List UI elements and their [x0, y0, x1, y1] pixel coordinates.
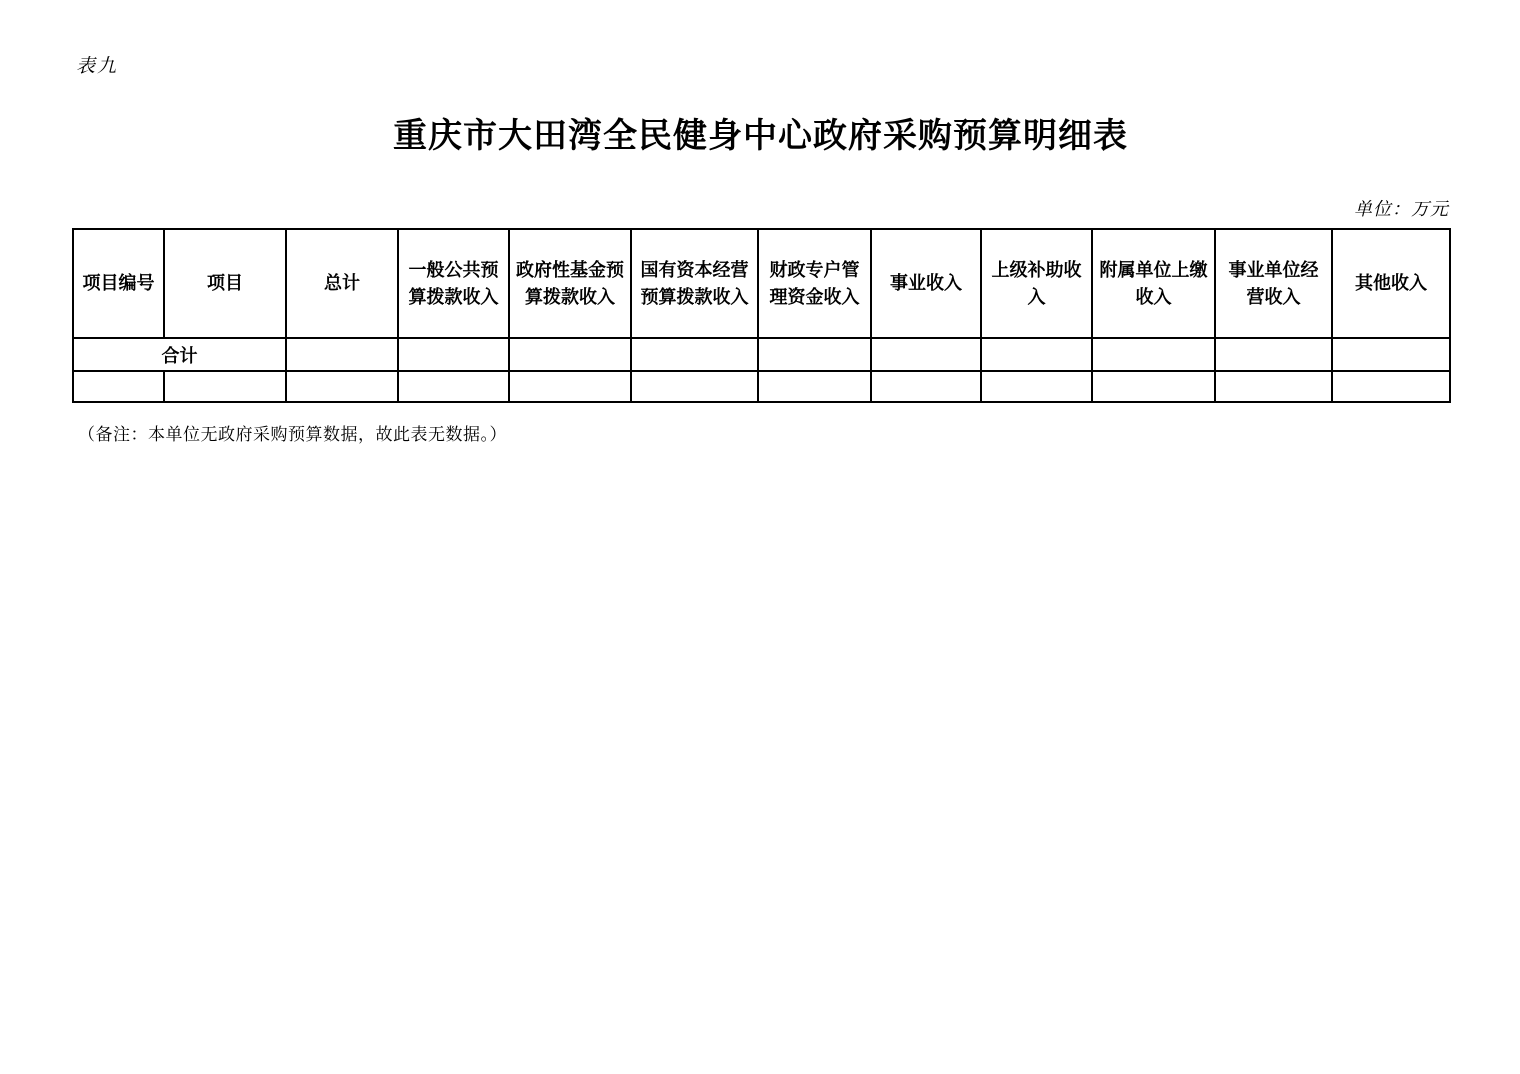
- col-header-business-income: 事业收入: [871, 229, 981, 338]
- header-row: [73, 229, 1450, 338]
- empty-cell-superior-subsidy-income: [981, 371, 1092, 402]
- total-cell-superior-subsidy-income: [981, 338, 1092, 371]
- table-row-empty: [73, 371, 1450, 402]
- total-cell-other-income: [1332, 338, 1450, 371]
- col-header-other-income: 其他收入: [1332, 229, 1450, 338]
- col-header-govt-fund-budget-income: 政府性基金预算拨款收入: [509, 229, 631, 338]
- empty-cell-govt-fund-budget-income: [509, 371, 631, 402]
- col-header-fiscal-special-account-income: 财政专户管理资金收入: [758, 229, 871, 338]
- empty-cell-project-id: [73, 371, 164, 402]
- empty-cell-other-income: [1332, 371, 1450, 402]
- total-cell-grand-total: [286, 338, 398, 371]
- total-cell-govt-fund-budget-income: [509, 338, 631, 371]
- empty-cell-affiliated-unit-remit-income: [1092, 371, 1215, 402]
- total-label-cell: 合计: [73, 338, 286, 371]
- page-title: 重庆市大田湾全民健身中心政府采购预算明细表: [393, 118, 1128, 155]
- unit-label: 单位：万元: [1354, 199, 1449, 219]
- col-header-state-capital-budget-income: 国有资本经营预算拨款收入: [631, 229, 758, 338]
- col-header-business-operation-income: 事业单位经营收入: [1215, 229, 1332, 338]
- sheet-label: 表九: [76, 56, 119, 77]
- total-cell-state-capital-budget-income: [631, 338, 758, 371]
- col-header-superior-subsidy-income: 上级补助收入: [981, 229, 1092, 338]
- total-cell-business-income: [871, 338, 981, 371]
- empty-cell-state-capital-budget-income: [631, 371, 758, 402]
- table-row-total: [73, 338, 1450, 371]
- empty-cell-general-public-budget-income: [398, 371, 509, 402]
- empty-cell-business-operation-income: [1215, 371, 1332, 402]
- empty-cell-fiscal-special-account-income: [758, 371, 871, 402]
- col-header-project-id: 项目编号: [73, 229, 164, 338]
- total-cell-general-public-budget-income: [398, 338, 509, 371]
- col-header-grand-total: 总计: [286, 229, 398, 338]
- empty-cell-project: [164, 371, 286, 402]
- empty-cell-business-income: [871, 371, 981, 402]
- empty-cell-grand-total: [286, 371, 398, 402]
- col-header-project: 项目: [164, 229, 286, 338]
- total-cell-business-operation-income: [1215, 338, 1332, 371]
- footnote: （备注：本单位无政府采购预算数据，故此表无数据。）: [78, 425, 507, 444]
- procurement-budget-table: [72, 228, 1451, 403]
- col-header-affiliated-unit-remit-income: 附属单位上缴收入: [1092, 229, 1215, 338]
- total-cell-fiscal-special-account-income: [758, 338, 871, 371]
- total-cell-affiliated-unit-remit-income: [1092, 338, 1215, 371]
- col-header-general-public-budget-income: 一般公共预算拨款收入: [398, 229, 509, 338]
